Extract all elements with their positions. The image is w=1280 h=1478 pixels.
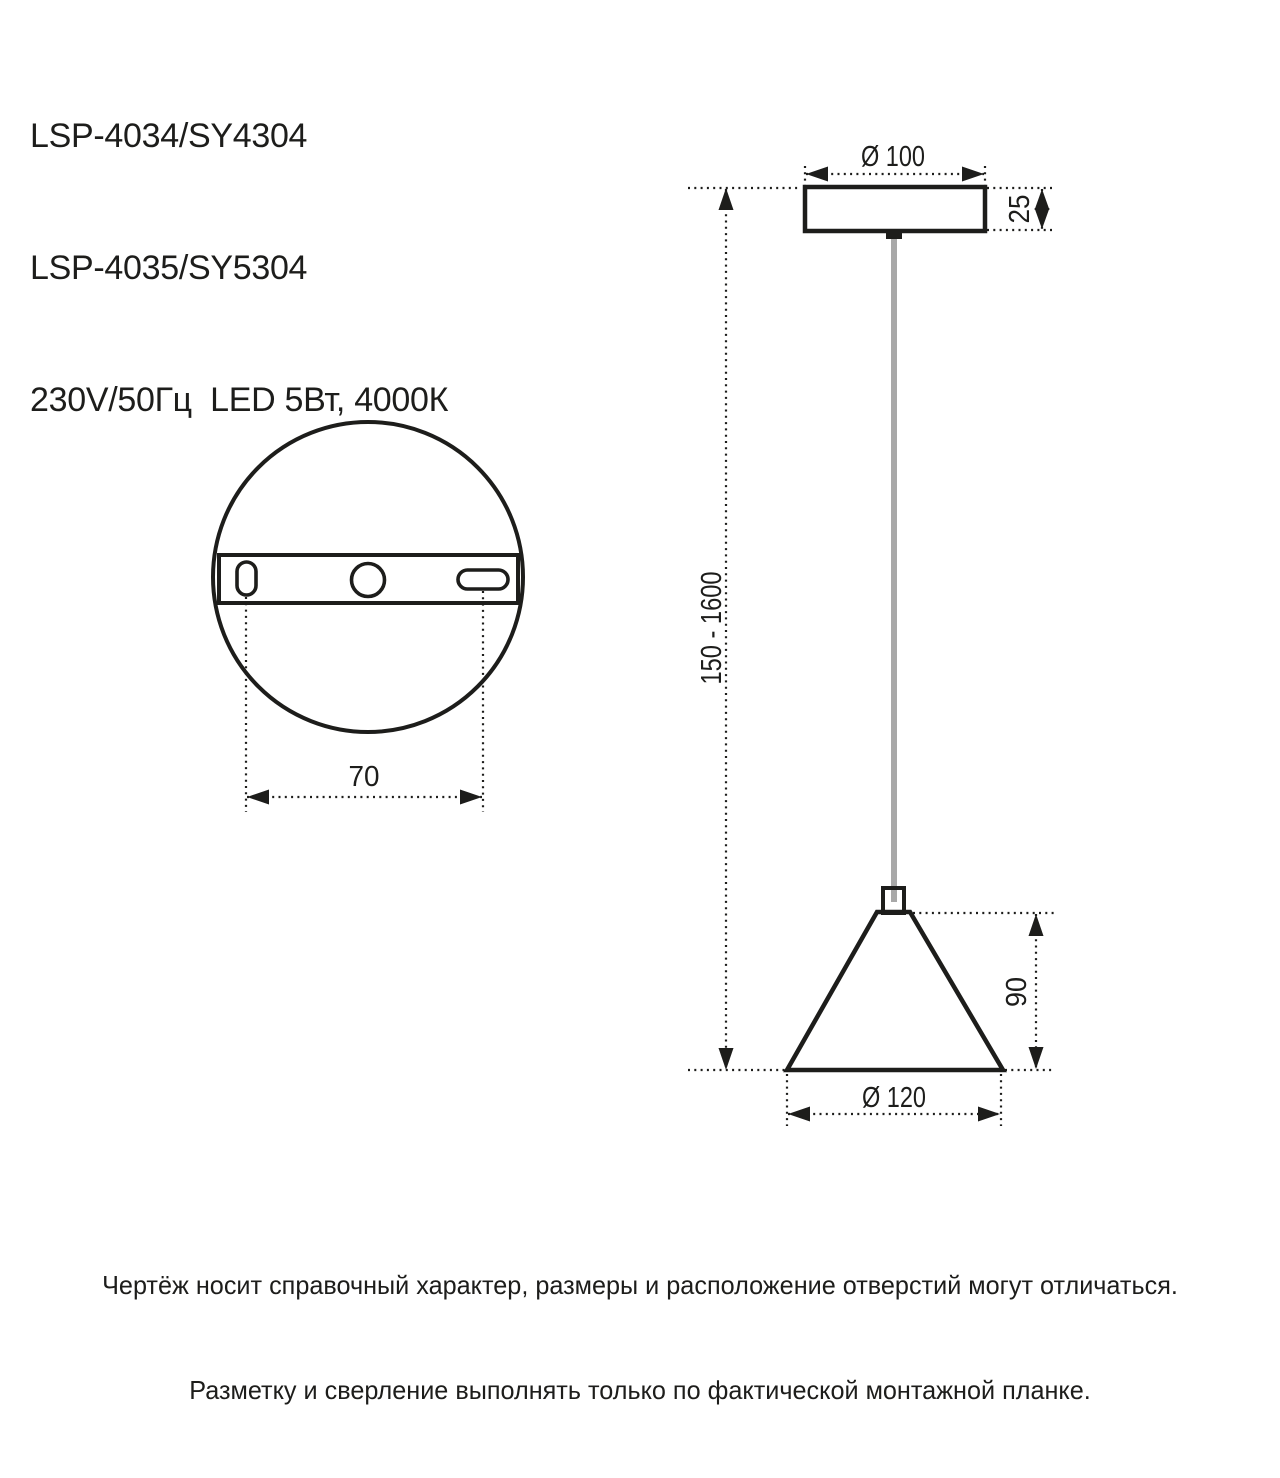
shade-diameter-label: Ø 120 xyxy=(862,1082,926,1114)
mounting-slot-left xyxy=(237,562,256,595)
arrow-shade-h-down xyxy=(1029,1047,1044,1069)
arrow-shade-h-up xyxy=(1029,914,1044,936)
arrow-holes-left xyxy=(247,790,269,805)
cable-strain-relief xyxy=(886,231,902,239)
arrow-canopy-h-up xyxy=(1035,189,1050,210)
mounting-slot-right xyxy=(458,570,508,589)
model-number-2: LSP-4035/SY5304 xyxy=(30,249,308,287)
dimension-lines xyxy=(246,166,1055,1126)
arrow-canopy-h-down xyxy=(1035,208,1050,229)
suspension-height-label: 150 - 1600 xyxy=(696,545,728,685)
mounting-plate-top-view xyxy=(213,422,523,732)
ceiling-canopy xyxy=(805,187,985,231)
disclaimer-line-1: Чертёж носит справочный характер, размеры и расположение отверстий могут отличаться. xyxy=(102,1270,1178,1300)
arrow-holes-right xyxy=(460,790,482,805)
disclaimer-notes xyxy=(19,1198,1261,1478)
arrow-canopy-dia-right xyxy=(962,167,984,182)
arrow-shade-dia-left xyxy=(788,1107,810,1122)
canopy-circle-outline xyxy=(213,422,523,732)
disclaimer-line-2: Разметку и сверление выполнять только по фактической монтажной планке. xyxy=(189,1375,1091,1405)
holes-spacing-label: 70 xyxy=(348,761,380,793)
center-cable-hole xyxy=(352,564,385,597)
electrical-specs: 230V/50Гц LED 5Вт, 4000К xyxy=(30,381,449,419)
arrow-overall-down xyxy=(719,1048,734,1070)
arrow-overall-up xyxy=(719,188,734,210)
arrow-shade-dia-right xyxy=(978,1107,1000,1122)
dimension-arrows xyxy=(247,167,1050,1122)
shade-height-label: 90 xyxy=(1001,974,1033,1007)
arrow-canopy-dia-left xyxy=(806,167,828,182)
canopy-height-label: 25 xyxy=(1004,191,1036,224)
cone-shade xyxy=(787,912,1003,1070)
model-number-1: LSP-4034/SY4304 xyxy=(30,117,308,155)
pendant-side-view xyxy=(787,187,1003,1070)
canopy-diameter-label: Ø 100 xyxy=(861,141,925,173)
